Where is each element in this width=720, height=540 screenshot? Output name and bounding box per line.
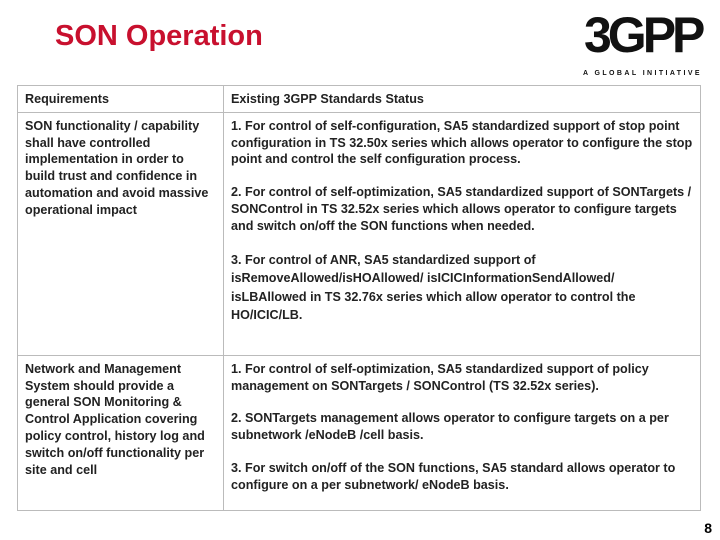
- table-header-row: [18, 86, 701, 113]
- requirement-cell: Network and Management System should provide a general SON Monitoring & Control Application covering policy control, history log and switch on/off functionality per site and cell: [18, 355, 224, 510]
- table-row: [18, 355, 701, 510]
- requirement-cell: SON functionality / capability shall have controlled implementation in order to build trust and confidence in automation and avoid massive operational impact: [18, 112, 224, 355]
- status-item: 3. For control of ANR, SA5 standardized support of isRemoveAllowed/isHOAllowed/ isICICInformationSendAllowed/ isLBAllowed in TS 32.76x series which allow operator to control the HO/ICIC/LB.: [231, 252, 636, 323]
- status-cell: [224, 112, 701, 355]
- status-item: 3. For switch on/off of the SON functions, SA5 standard allows operator to configure on a per subnetwork/ eNodeB basis.: [231, 460, 676, 492]
- requirements-table: [17, 85, 701, 511]
- slide-title: SON Operation: [55, 20, 263, 52]
- logo-tagline: A GLOBAL INITIATIVE: [583, 70, 702, 77]
- status-item: 2. For control of self-optimization, SA5 standardized support of SONTargets / SONControl in TS 32.52x series which allows operator to configure targets and switch on/off the SON functions when needed.: [231, 185, 692, 233]
- table-row: [18, 112, 701, 355]
- status-item: 2. SONTargets management allows operator to configure targets on a per subnetwork /eNodeB /cell basis.: [231, 411, 669, 443]
- header-requirements: Requirements: [18, 86, 224, 113]
- status-item: 1. For control of self-optimization, SA5 standardized support of policy management on SONTargets / SONControl (TS 32.52x series).: [231, 361, 649, 393]
- status-item: 1. For control of self-configuration, SA5 standardized support of stop point configuration in TS 32.50x series which allows operator to configure the stop point and control the self configuration process.: [231, 118, 693, 167]
- status-cell: [224, 355, 701, 510]
- header-status: Existing 3GPP Standards Status: [224, 86, 701, 113]
- logo-mark: 3GPP: [584, 7, 702, 63]
- 3gpp-logo: [578, 6, 703, 80]
- page-number: 8: [704, 520, 712, 536]
